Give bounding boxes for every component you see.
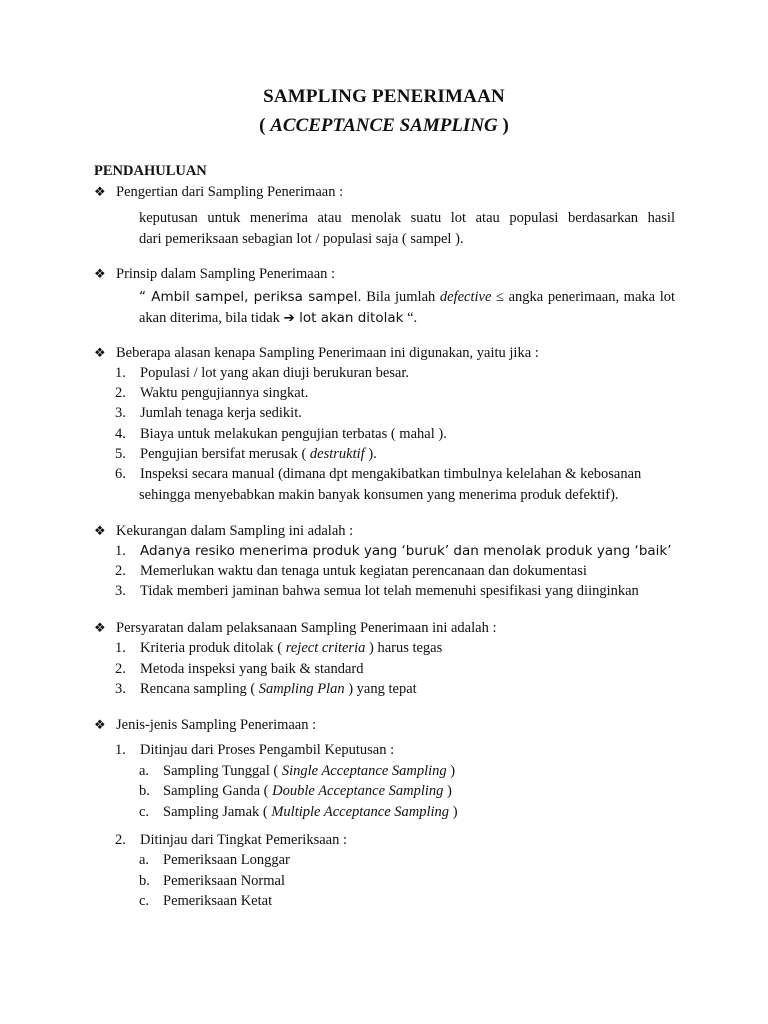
list-item: 1. Kriteria produk ditolak ( reject criteria ) harus tegas xyxy=(115,640,443,656)
list-item: 2. Metoda inspeksi yang baik & standard xyxy=(115,661,364,677)
list-item: 1. Adanya resiko menerima produk yang ‘buruk’ dan menolak produk yang ‘baik’ xyxy=(115,543,672,559)
sub-list-item: b. Pemeriksaan Normal xyxy=(139,873,286,889)
list-item: 3. Tidak memberi jaminan bahwa semua lot telah memenuhi spesifikasi yang diinginkan xyxy=(115,583,639,599)
paragraph-line: keputusan untuk menerima atau menolak suatu lot atau populasi berdasarkan hasil xyxy=(139,210,675,226)
bullet-persyaratan: ❖ Persyaratan dalam pelaksanaan Sampling Penerimaan ini adalah : xyxy=(94,620,497,636)
list-item: 5. Pengujian bersifat merusak ( destruktif ). xyxy=(115,446,377,462)
diamond-bullet-icon: ❖ xyxy=(94,267,106,282)
diamond-bullet-icon: ❖ xyxy=(94,346,106,361)
list-item: 1. Populasi / lot yang akan diuji berukuran besar. xyxy=(115,365,410,381)
diamond-bullet-icon: ❖ xyxy=(94,621,106,636)
sub-list-item: a. Pemeriksaan Longgar xyxy=(139,852,290,868)
document-title: SAMPLING PENERIMAAN xyxy=(263,86,505,107)
sub-list-item: c. Pemeriksaan Ketat xyxy=(139,893,273,909)
list-item: 2. Waktu pengujiannya singkat. xyxy=(115,385,309,401)
list-item: 2. Memerlukan waktu dan tenaga untuk kegiatan perencanaan dan dokumentasi xyxy=(115,563,587,579)
document-subtitle: ( ACCEPTANCE SAMPLING ) xyxy=(259,115,509,136)
arrow-right-icon: ➔ xyxy=(283,310,295,326)
paragraph-line: “ Ambil sampel, periksa sampel. Bila jumlah defective ≤ angka penerimaan, maka lot xyxy=(139,289,676,305)
bullet-alasan: ❖ Beberapa alasan kenapa Sampling Penerimaan ini digunakan, yaitu jika : xyxy=(94,345,539,361)
list-item: 6. Inspeksi secara manual (dimana dpt mengakibatkan timbulnya kelelahan & kebosanan xyxy=(115,466,642,482)
diamond-bullet-icon: ❖ xyxy=(94,185,106,200)
list-item: 1. Ditinjau dari Proses Pengambil Keputusan : xyxy=(115,742,395,758)
sub-list-item: b. Sampling Ganda ( Double Acceptance Sampling ) xyxy=(139,783,452,799)
list-item: 3. Jumlah tenaga kerja sedikit. xyxy=(115,405,302,421)
bullet-prinsip: ❖ Prinsip dalam Sampling Penerimaan : xyxy=(94,266,336,282)
bullet-pengertian: ❖ Pengertian dari Sampling Penerimaan : xyxy=(94,184,344,200)
diamond-bullet-icon: ❖ xyxy=(94,524,106,539)
list-item: 3. Rencana sampling ( Sampling Plan ) yang tepat xyxy=(115,681,417,697)
sub-list-item: c. Sampling Jamak ( Multiple Acceptance Sampling ) xyxy=(139,804,458,820)
section-heading: PENDAHULUAN xyxy=(94,163,207,179)
bullet-jenis: ❖ Jenis-jenis Sampling Penerimaan : xyxy=(94,717,317,733)
paragraph-line: dari pemeriksaan sebagian lot / populasi saja ( sampel ). xyxy=(139,231,464,247)
list-item-continuation: sehingga menyebabkan makin banyak konsumen yang menerima produk defektif). xyxy=(139,487,619,503)
bullet-kekurangan: ❖ Kekurangan dalam Sampling ini adalah : xyxy=(94,523,354,539)
paragraph-line: akan diterima, bila tidak ➔ lot akan ditolak “. xyxy=(139,310,418,326)
list-item: 2. Ditinjau dari Tingkat Pemeriksaan : xyxy=(115,832,348,848)
diamond-bullet-icon: ❖ xyxy=(94,718,106,733)
list-item: 4. Biaya untuk melakukan pengujian terbatas ( mahal ). xyxy=(115,426,447,442)
sub-list-item: a. Sampling Tunggal ( Single Acceptance Sampling ) xyxy=(139,763,456,779)
